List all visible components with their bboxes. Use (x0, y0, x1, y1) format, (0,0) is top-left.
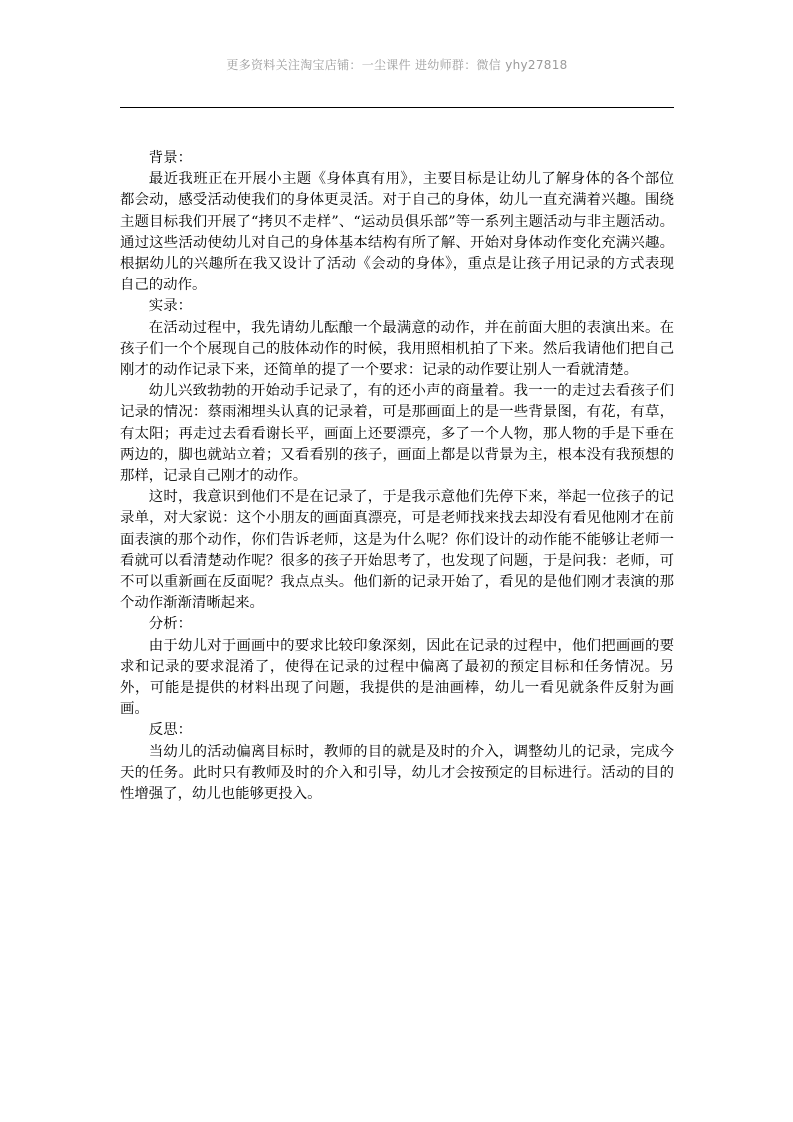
paragraph-background: 最近我班正在开展小主题《身体真有用》，主要目标是让幼儿了解身体的各个部位都会动，感受活动使我们的身体更灵活。对于自己的身体，幼儿一直充满着兴趣。围绕主题目标我们开展了“拷贝不走样”、“运动员俱乐部”等一系列主题活动与非主题活动。通过这些活动使幼儿对自己的身体基本结构有所了解、开始对身体动作变化充满兴趣。根据幼儿的兴趣所在我又设计了活动《会动的身体》，重点是让孩子用记录的方式表现自己的动作。 (120, 171, 674, 294)
document-body (120, 148, 674, 805)
paragraph-analysis: 由于幼儿对于画画中的要求比较印象深刻，因此在记录的过程中，他们把画画的要求和记录的要求混淆了，使得在记录的过程中偏离了最初的预定目标和任务情况。另外，可能是提供的材料出现了问题，我提供的是油画棒，幼儿一看见就条件反射为画画。 (120, 637, 674, 718)
page-header: 更多资料关注淘宝店铺：一尘课件 进幼师群：微信 yhy27818 (226, 58, 568, 72)
paragraph-record-2: 幼儿兴致勃勃的开始动手记录了，有的还小声的商量着。我一一的走过去看孩子们记录的情况：蔡雨湘埋头认真的记录着，可是那画面上的是一些背景图，有花，有草，有太阳；再走过去看看谢长平，画面上还要漂亮，多了一个人物，那人物的手是下垂在两边的，脚也就站立着；又看看别的孩子，画面上都是以背景为主，根本没有我预想的那样，记录自己刚才的动作。 (120, 383, 674, 485)
header-rule (120, 107, 674, 108)
paragraph-reflection: 当幼儿的活动偏离目标时，教师的目的就是及时的介入，调整幼儿的记录，完成今天的任务。此时只有教师及时的介入和引导，幼儿才会按预定的目标进行。活动的目的性增强了，幼儿也能够更投入。 (120, 743, 674, 803)
section-heading-reflection: 反思： (148, 722, 192, 739)
section-heading-record: 实录： (148, 298, 192, 315)
section-heading-background: 背景： (148, 150, 192, 166)
section-heading-analysis: 分析： (148, 616, 192, 633)
paragraph-record-1: 在活动过程中，我先请幼儿酝酿一个最满意的动作，并在前面大胆的表演出来。在孩子们一个个展现自己的肢体动作的时候，我用照相机拍了下来。然后我请他们把自己刚才的动作记录下来，还简单的提了一个要求：记录的动作要让别人一看就清楚。 (120, 319, 674, 379)
paragraph-record-3: 这时，我意识到他们不是在记录了，于是我示意他们先停下来，举起一位孩子的记录单，对大家说：这个小朋友的画面真漂亮，可是老师找来找去却没有看见他刚才在前面表演的那个动作，你们告诉老师，这是为什么呢？你们设计的动作能不能够让老师一看就可以看清楚动作呢？很多的孩子开始思考了，也发现了问题，于是问我：老师，可不可以重新画在反面呢？我点点头。他们新的记录开始了，看见的是他们刚才表演的那个动作渐渐清晰起来。 (120, 489, 674, 612)
